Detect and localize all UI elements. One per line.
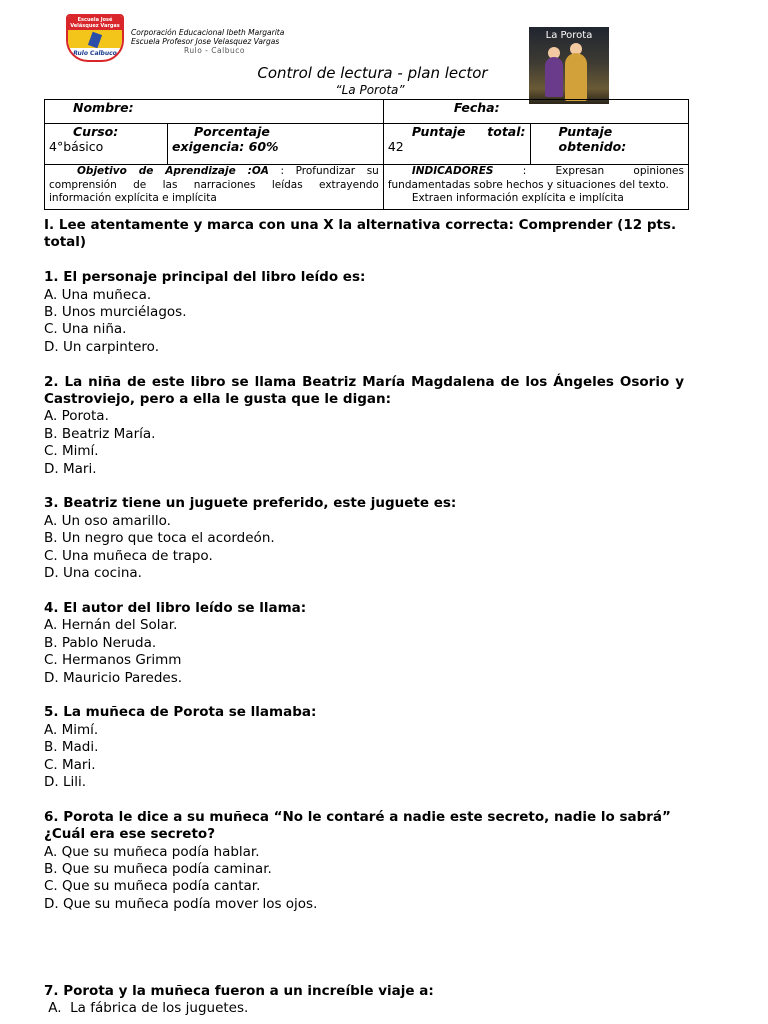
learning-objective-cell: Objetivo de Aprendizaje :OA : Profundizar su comprensión de las narraciones leídas extrayendo información explícita e implícita: [45, 165, 384, 210]
section-title: I. Lee atentamente y marca con una X la alternativa correcta: Comprender (12 pts. total): [44, 217, 677, 251]
answer-option[interactable]: A. Mimí.: [44, 721, 99, 738]
answer-option[interactable]: C. Mari.: [44, 756, 96, 773]
corporation-name: Corporación Educacional Ibeth Margarita: [131, 28, 285, 37]
indicators-cell: INDICADORES : Expresan opiniones fundamentadas sobre hechos y situaciones del texto. Extraen información explícita e implícita: [383, 165, 688, 210]
book-cover-image: [529, 27, 609, 104]
answer-option[interactable]: C. Hermanos Grimm: [44, 652, 182, 669]
question-block: [44, 600, 684, 687]
answer-option[interactable]: B. Madi.: [44, 739, 99, 756]
name-field[interactable]: Nombre:: [45, 100, 384, 124]
answer-option[interactable]: C. Que su muñeca podía cantar.: [44, 878, 261, 895]
percentage-cell: Porcentaje exigencia: 60%: [168, 124, 384, 165]
question-text: 5. La muñeca de Porota se llamaba:: [44, 704, 317, 721]
book-cover-title: La Porota: [545, 30, 593, 41]
answer-option[interactable]: B. Beatriz María.: [44, 425, 156, 442]
date-field[interactable]: Fecha:: [383, 100, 688, 124]
answer-option[interactable]: A. Que su muñeca podía hablar.: [44, 843, 260, 860]
question-block: [44, 269, 684, 356]
document-title: Control de lectura - plan lector: [257, 64, 488, 82]
total-score-cell: Puntaje total: 42: [383, 124, 530, 165]
answer-option[interactable]: C. Una muñeca de trapo.: [44, 547, 213, 564]
question-block: [44, 809, 684, 913]
school-name: Escuela Profesor Jose Velasquez Vargas: [131, 37, 280, 46]
question-text: 3. Beatriz tiene un juguete preferido, este juguete es:: [44, 495, 457, 512]
logo-text-line1: Escuela José: [77, 17, 113, 23]
question-block: [44, 374, 684, 478]
question-block: [44, 704, 684, 791]
question-block: [44, 983, 684, 1018]
question-text: 4. El autor del libro leído se llama:: [44, 599, 307, 616]
logo-text-line2: Velásquez Vargas: [70, 23, 120, 29]
answer-option[interactable]: B. Que su muñeca podía caminar.: [44, 860, 272, 877]
question-text: 7. Porota y la muñeca fueron a un increíble viaje a:: [44, 982, 434, 999]
logo-text-bottom: Rulo Calbuco: [73, 50, 117, 57]
book-title: “La Porota”: [335, 83, 405, 97]
answer-option[interactable]: D. Que su muñeca podía mover los ojos.: [44, 895, 318, 912]
student-info-table: [44, 99, 689, 210]
question-text: 1. El personaje principal del libro leído es:: [44, 269, 366, 286]
answer-option[interactable]: B. Un negro que toca el acordeón.: [44, 530, 275, 547]
answer-option[interactable]: D. Una cocina.: [44, 565, 142, 582]
school-logo: [66, 14, 124, 62]
question-text: 2. La niña de este libro se llama Beatriz María Magdalena de los Ángeles Osorio y Castroviejo, pero a ella le gusta que le digan:: [44, 373, 684, 408]
answer-option[interactable]: D. Mauricio Paredes.: [44, 669, 183, 686]
exam-content: [44, 217, 684, 1018]
question-text: 6. Porota le dice a su muñeca “No le contaré a nadie este secreto, nadie lo sabrá” ¿Cuál era ese secreto?: [44, 808, 671, 843]
answer-option[interactable]: D. Mari.: [44, 460, 97, 477]
question-block: [44, 495, 684, 582]
obtained-score-field[interactable]: Puntaje obtenido:: [530, 124, 688, 165]
school-location: Rulo - Calbuco: [184, 46, 245, 55]
answer-option[interactable]: B. Unos murciélagos.: [44, 304, 187, 321]
answer-option[interactable]: A. Una muñeca.: [44, 286, 152, 303]
answer-option[interactable]: C. Mimí.: [44, 443, 99, 460]
answer-option[interactable]: A. La fábrica de los juguetes.: [44, 1000, 249, 1017]
course-cell: Curso: 4°básico: [45, 124, 168, 165]
answer-option[interactable]: A. Porota.: [44, 408, 109, 425]
institution-info: [131, 28, 284, 55]
answer-option[interactable]: C. Una niña.: [44, 321, 127, 338]
answer-option[interactable]: B. Pablo Neruda.: [44, 634, 157, 651]
answer-option[interactable]: D. Lili.: [44, 773, 87, 790]
answer-option[interactable]: A. Hernán del Solar.: [44, 617, 178, 634]
answer-option[interactable]: D. Un carpintero.: [44, 338, 159, 355]
answer-option[interactable]: A. Un oso amarillo.: [44, 512, 171, 529]
